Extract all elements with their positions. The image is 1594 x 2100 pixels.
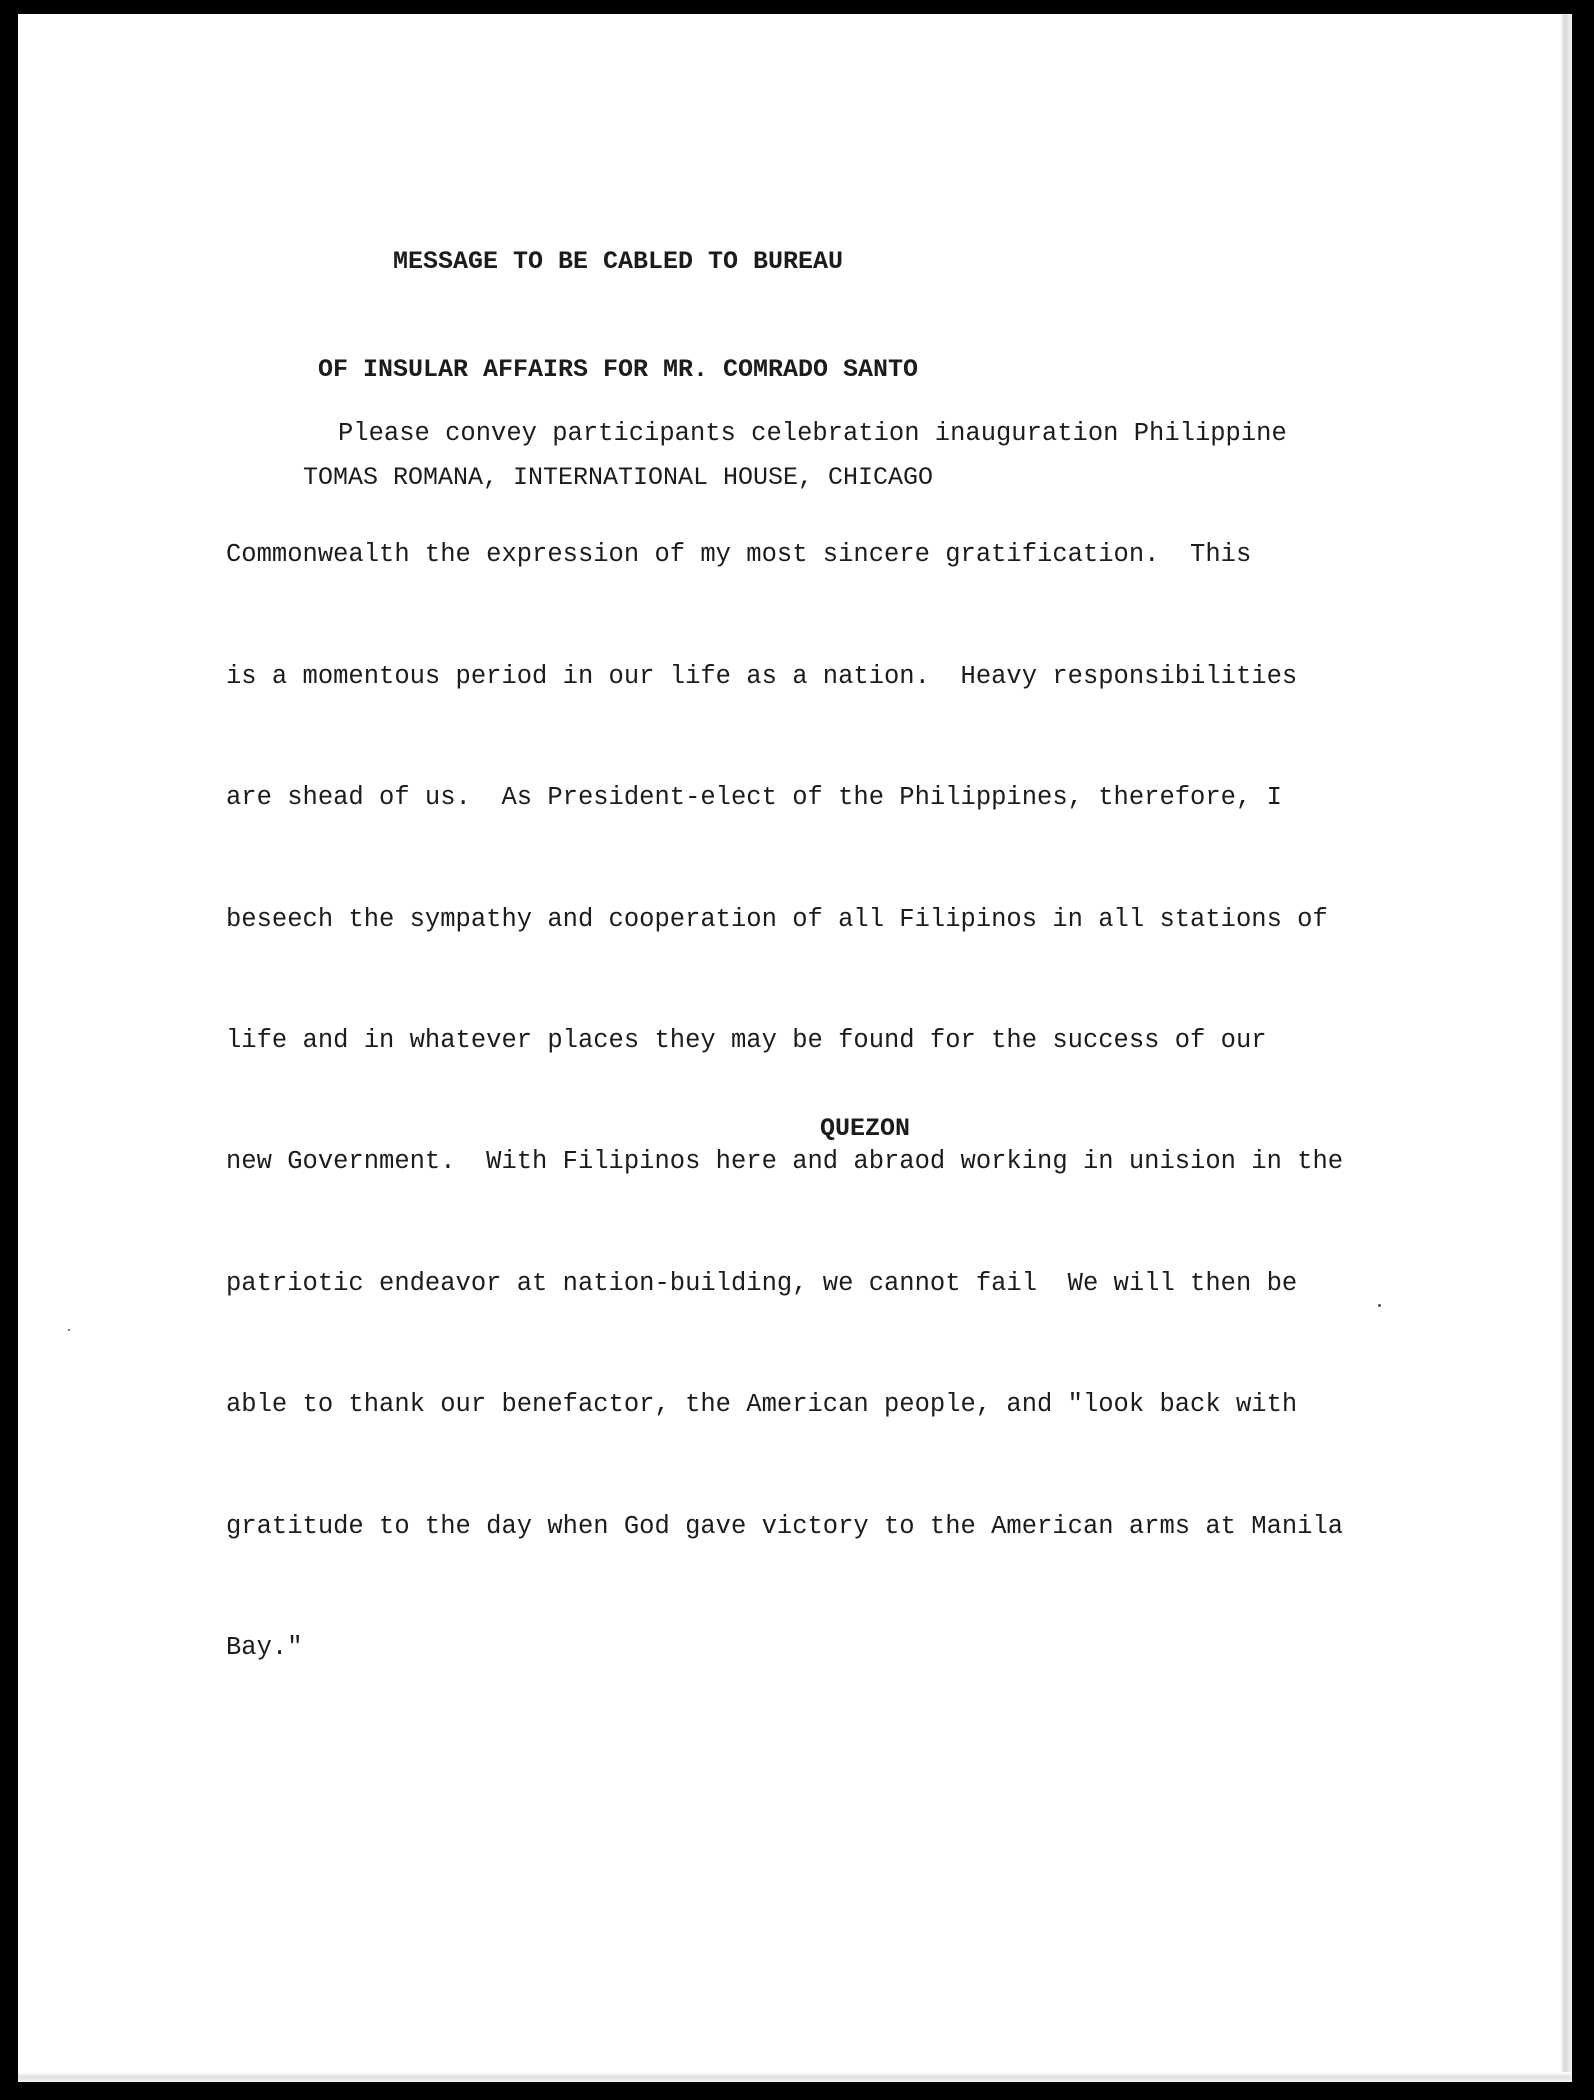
body-line: patriotic endeavor at nation-building, we cannot fail We will then be (226, 1268, 1298, 1298)
body-line: is a momentous period in our life as a nation. Heavy responsibilities (226, 661, 1298, 691)
body-line: Please convey participants celebration inauguration Philippine (338, 419, 1287, 448)
heading-line-3: TOMAS ROMANA, INTERNATIONAL HOUSE, CHICAGO (302, 463, 934, 492)
paper-edge-bottom (18, 2072, 1572, 2082)
body-line: new Government. With Filipinos here and abraod working in unision in the (226, 1147, 1344, 1177)
body-line: beseech the sympathy and cooperation of all Filipinos in all stations of (226, 904, 1328, 934)
body-line: are shead of us. As President-elect of the Philippines, therefore, I (226, 783, 1282, 813)
paper-speck (68, 1329, 70, 1331)
body-line: gratitude to the day when God gave victory to the American arms at Manila (226, 1511, 1344, 1541)
signature: QUEZON (820, 1114, 911, 1143)
body-line: Commonwealth the expression of my most sincere gratification. This (226, 540, 1252, 570)
document-page (18, 14, 1572, 2082)
heading-line-1: MESSAGE TO BE CABLED TO BUREAU (392, 247, 844, 276)
paper-edge-right (1560, 14, 1572, 2082)
body-line: life and in whatever places they may be found for the success of our (226, 1025, 1267, 1055)
heading-line-2: OF INSULAR AFFAIRS FOR MR. COMRADO SANTO (317, 355, 919, 384)
paper-speck (1378, 1304, 1381, 1307)
message-body (226, 358, 1343, 1751)
body-line: Bay." (226, 1632, 303, 1662)
body-line: able to thank our benefactor, the American people, and "look back with (226, 1390, 1298, 1420)
